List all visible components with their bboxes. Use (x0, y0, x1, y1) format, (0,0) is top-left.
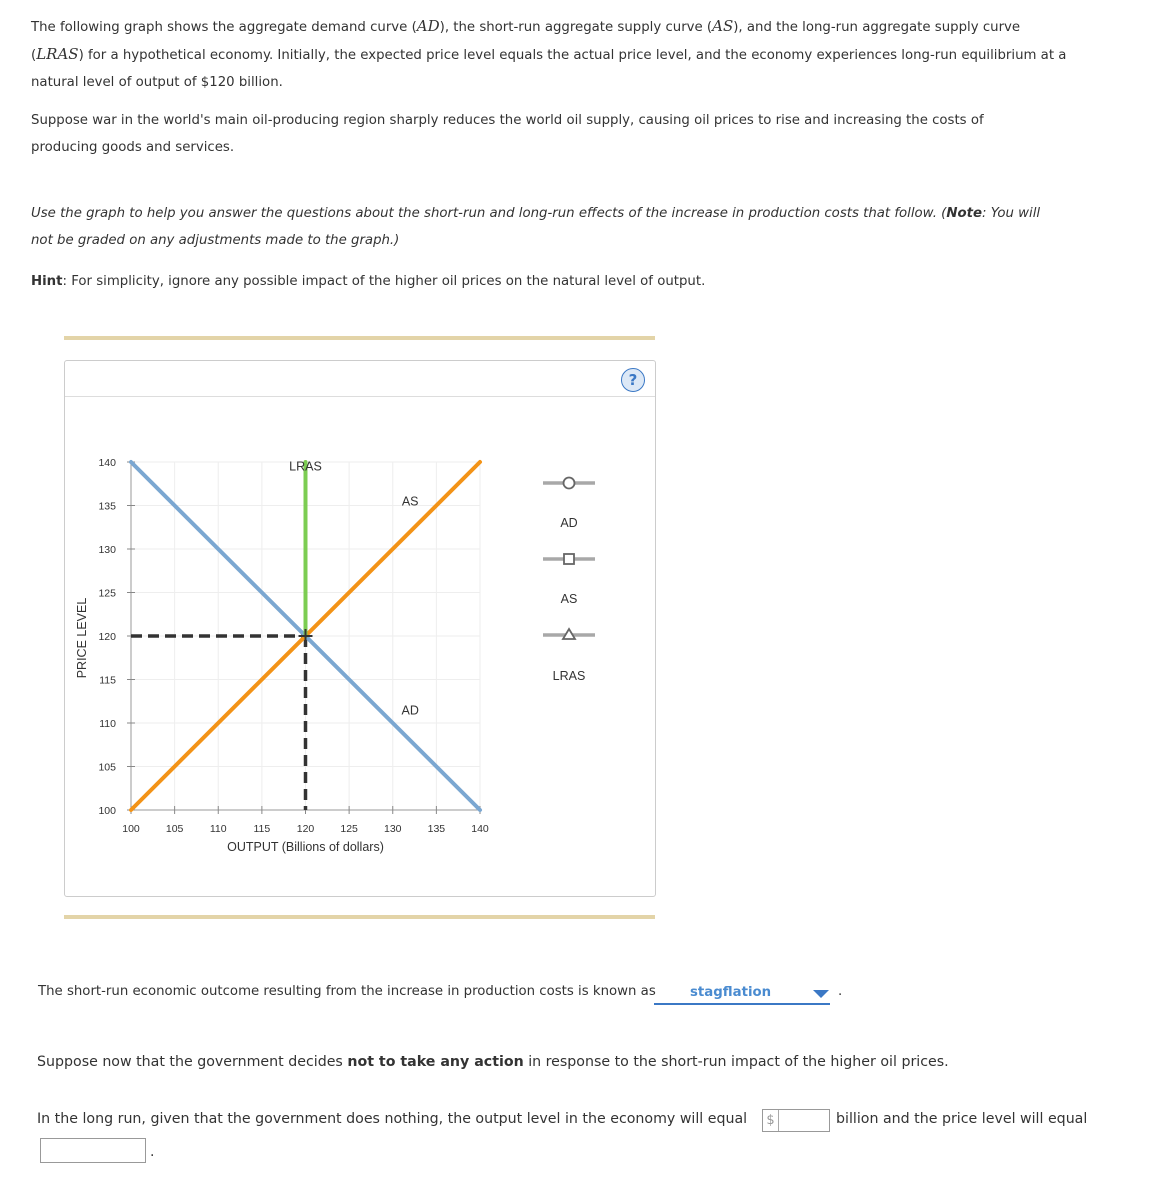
question-3-text: In the long run, given that the government does nothing, the output level in the economy will equal (37, 1111, 748, 1127)
no-action-emphasis: not to take any action (347, 1054, 524, 1070)
ad-curve-label: AD (401, 703, 419, 718)
y-tick-label: 130 (98, 544, 116, 556)
outcome-dropdown[interactable] (654, 983, 830, 1005)
question-3-text-b: billion and the price level will equal (836, 1111, 1088, 1127)
instructions: Use the graph to help you answer the questions about the short-run and long-run effects of the increase in production costs that follow. (Note: You will not be graded on any adjustments made to the graph.) (31, 206, 1041, 248)
y-tick-label: 105 (98, 761, 116, 774)
help-button[interactable]: ? (621, 368, 645, 392)
y-tick-label: 140 (98, 457, 116, 469)
x-tick-label: 105 (165, 823, 184, 835)
ad-symbol: AD (416, 17, 440, 35)
x-tick-label: 110 (209, 823, 227, 835)
lras-curve-label: LRAS (289, 459, 322, 474)
ad-tool-circle-icon[interactable] (564, 478, 575, 489)
x-tick-label: 125 (340, 823, 358, 835)
x-tick-label: 135 (427, 823, 446, 835)
x-tick-label: 115 (253, 823, 271, 835)
y-tick-label: 135 (98, 500, 116, 513)
intro-paragraph-1: The following graph shows the aggregate demand curve (AD), the short-run aggregate supply curve (AS), and the long-run aggregate supply curve (LRAS) for a hypothetical economy. Initially, the expected price level equals the actual price level, and the economy experiences long-run equilibrium at a natural level of output of $120 billion. (31, 17, 1067, 90)
x-tick-label: 130 (383, 823, 402, 835)
note-label: Note (946, 206, 982, 221)
y-tick-label: 115 (99, 674, 116, 687)
question-1-end: . (838, 984, 843, 999)
x-tick-label: 100 (122, 823, 140, 835)
y-tick-label: 110 (99, 718, 116, 730)
hint-label: Hint (31, 274, 63, 289)
outcome-dropdown-value: stagflation (690, 985, 772, 1000)
as-tool-label: AS (560, 592, 578, 606)
chevron-down-icon (813, 990, 829, 998)
lras-symbol: LRAS (36, 45, 79, 63)
y-tick-label: 120 (98, 631, 116, 643)
dollar-sign: $ (763, 1110, 779, 1131)
intro-paragraph-2: Suppose war in the world's main oil-producing region sharply reduces the world oil supply, causing oil prices to rise and increasing the costs of producing goods and services. (31, 113, 984, 155)
y-tick-label: 125 (98, 587, 116, 600)
as-tool-square-icon[interactable] (564, 554, 574, 564)
y-axis-title: PRICE LEVEL (75, 597, 89, 679)
hint: Hint: For simplicity, ignore any possible impact of the higher oil prices on the natural level of output. (31, 274, 706, 289)
as-curve-label: AS (401, 494, 419, 509)
question-1-text: The short-run economic outcome resulting from the increase in production costs is known as (38, 984, 656, 999)
x-axis-title: OUTPUT (Billions of dollars) (227, 840, 384, 854)
question-2-text: Suppose now that the government decides not to take any action in response to the short-run impact of the higher oil prices. (37, 1054, 949, 1070)
lras-tool-label: LRAS (552, 669, 586, 683)
ad-tool-label: AD (560, 516, 578, 530)
question-3-end: . (150, 1144, 155, 1160)
y-tick-label: 100 (98, 805, 116, 817)
price-level-input[interactable] (40, 1138, 146, 1163)
output-level-input[interactable] (762, 1109, 830, 1132)
x-tick-label: 120 (296, 823, 315, 835)
x-tick-label: 140 (471, 823, 489, 835)
graph-bottom-divider (64, 915, 655, 919)
as-symbol: AS (712, 17, 734, 35)
